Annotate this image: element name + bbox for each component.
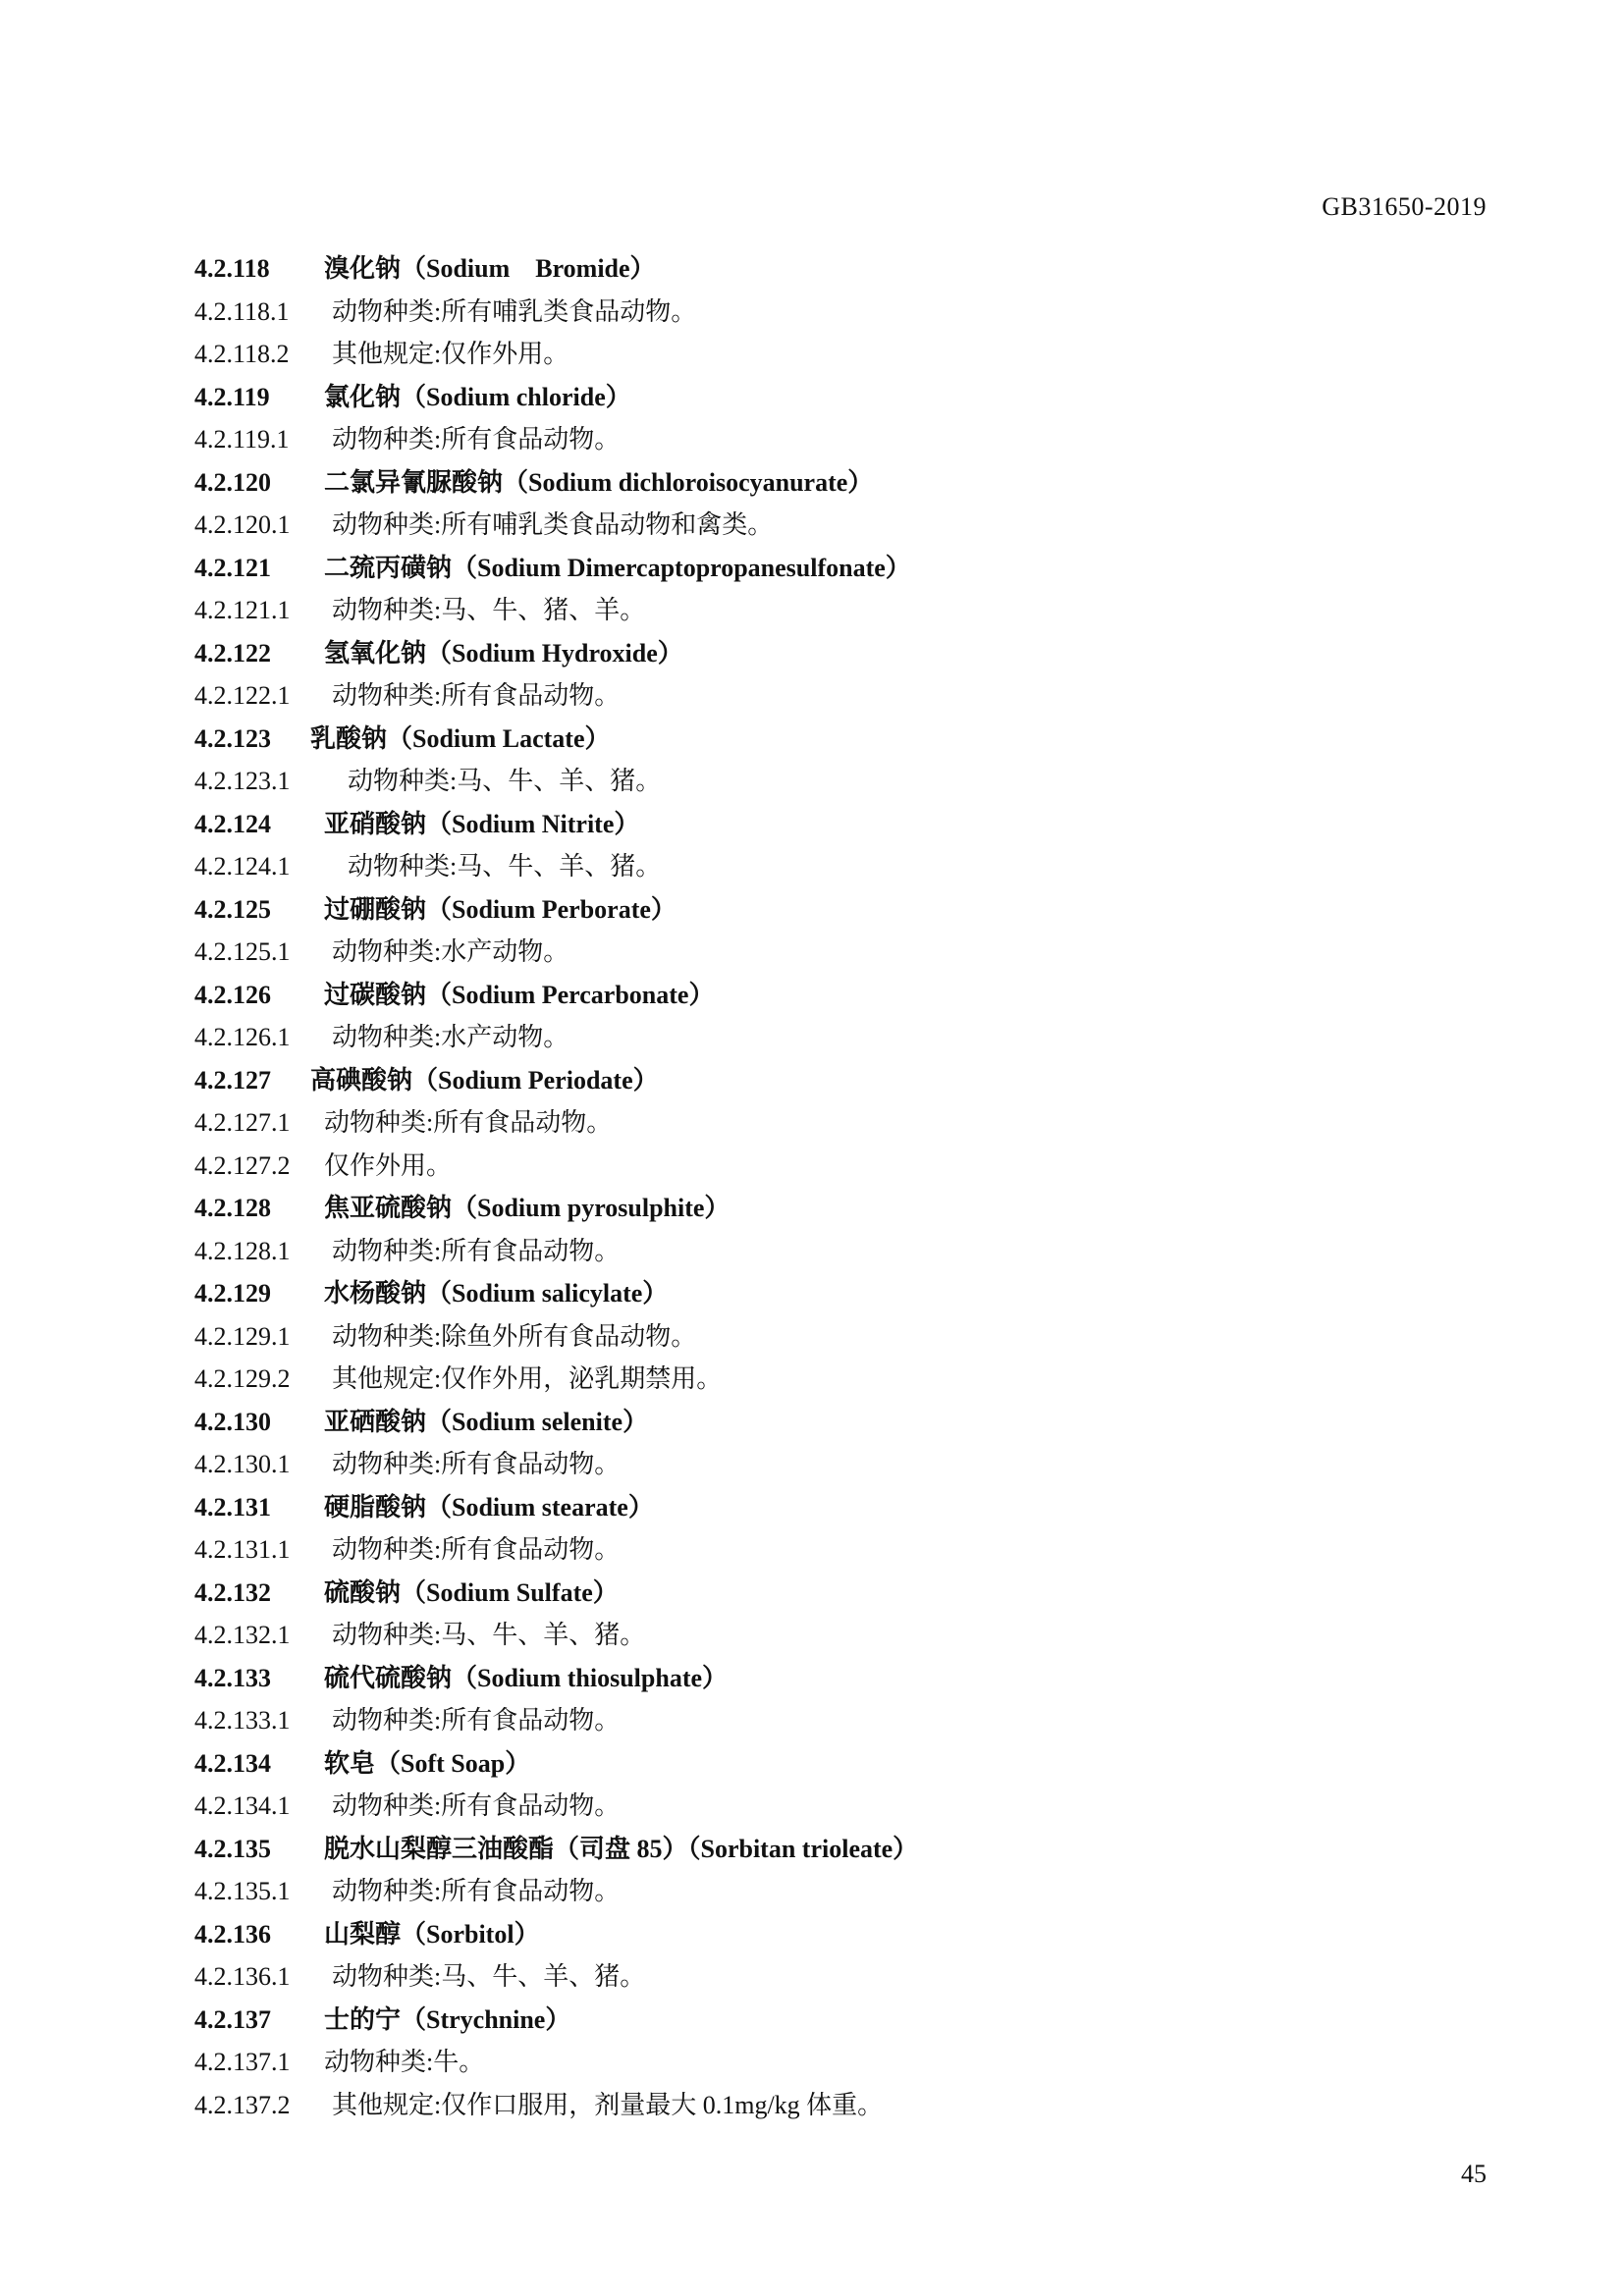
clause-number: 4.2.127.1 [194,1108,291,1137]
section-heading [194,1059,1471,1102]
clause [194,1230,1471,1273]
clause-text: 动物种类:除鱼外所有食品动物。 [332,1321,697,1351]
clause-text: 其他规定:仅作外用，泌乳期禁用。 [332,1364,723,1393]
clause-number: 4.2.137.2 [194,2090,291,2119]
clause [194,760,1471,803]
clause-text: 动物种类:所有食品动物。 [332,1791,621,1820]
section-number: 4.2.126 [194,980,271,1009]
clause-text: 动物种类:水产动物。 [332,1023,569,1051]
section-title: 溴化钠（Sodium Bromide） [324,254,656,283]
clause [194,931,1471,974]
section-number: 4.2.132 [194,1577,271,1607]
section-number: 4.2.123 [194,723,271,753]
section-heading [194,1999,1471,2042]
clause-text: 动物种类:马、牛、羊、猪。 [348,767,662,795]
section-title: 二巯丙磺钠（Sodium Dimercaptopropanesulfonate） [324,553,911,582]
section-title: 氢氧化钠（Sodium Hydroxide） [324,638,683,667]
clause [194,674,1471,718]
clause-number: 4.2.134.1 [194,1791,291,1820]
section-number: 4.2.124 [194,809,271,838]
section-title: 硫酸钠（Sodium Sulfate） [324,1577,619,1607]
clause-text: 动物种类:所有食品动物。 [332,1877,621,1905]
section-number: 4.2.133 [194,1663,271,1692]
clause [194,418,1471,461]
clause-text: 动物种类:所有食品动物。 [324,1108,613,1137]
section-number: 4.2.121 [194,553,271,582]
section-heading [194,632,1471,675]
clause-text: 动物种类:牛。 [324,2048,485,2076]
clause-number: 4.2.137.1 [194,2048,291,2076]
section-heading [194,1486,1471,1529]
section-number: 4.2.122 [194,638,271,667]
section-heading [194,247,1471,291]
section-number: 4.2.136 [194,1919,271,1949]
section-heading [194,461,1471,505]
clause-number: 4.2.122.1 [194,681,291,710]
clause [194,1699,1471,1742]
clause [194,504,1471,547]
section-title: 乳酸钠（Sodium Lactate） [310,723,611,753]
clause-number: 4.2.121.1 [194,596,291,624]
section-number: 4.2.131 [194,1492,271,1522]
section-heading [194,1657,1471,1700]
section-title: 亚硒酸钠（Sodium selenite） [324,1407,649,1436]
clause-number: 4.2.131.1 [194,1535,291,1564]
clause-number: 4.2.124.1 [194,852,291,881]
clause-number: 4.2.118.1 [194,296,290,326]
clause-number: 4.2.135.1 [194,1877,291,1905]
document-body [194,247,1471,2126]
clause-text: 动物种类:马、牛、猪、羊。 [332,596,646,624]
clause-number: 4.2.123.1 [194,767,291,795]
clause-text: 动物种类:所有食品动物。 [332,1236,621,1265]
clause-number: 4.2.128.1 [194,1236,291,1265]
clause [194,1528,1471,1572]
clause [194,1358,1471,1401]
clause [194,589,1471,632]
clause-number: 4.2.130.1 [194,1450,291,1478]
clause [194,2041,1471,2084]
section-number: 4.2.127 [194,1065,271,1095]
clause-text: 动物种类:马、牛、羊、猪。 [348,852,662,881]
clause-text: 动物种类:水产动物。 [332,937,569,966]
clause-number: 4.2.127.2 [194,1150,291,1180]
section-heading [194,1913,1471,1956]
section-title: 二氯异氰脲酸钠（Sodium dichloroisocyanurate） [324,467,874,497]
clause [194,291,1471,334]
clause-text: 仅作外用。 [324,1150,453,1180]
section-heading [194,974,1471,1017]
clause-text: 动物种类:马、牛、羊、猪。 [332,1621,646,1649]
section-heading [194,1272,1471,1315]
clause [194,1955,1471,1999]
clause-text: 其他规定:仅作口服用，剂量最大 0.1mg/kg 体重。 [332,2090,884,2119]
section-title: 过碳酸钠（Sodium Percarbonate） [324,980,715,1009]
clause [194,1785,1471,1828]
section-heading [194,547,1471,590]
clause-number: 4.2.119.1 [194,425,290,454]
clause [194,845,1471,888]
clause-text: 动物种类:所有食品动物。 [332,1535,621,1564]
section-title: 硬脂酸钠（Sodium stearate） [324,1492,654,1522]
section-title: 过硼酸钠（Sodium Perborate） [324,894,677,924]
section-number: 4.2.130 [194,1407,271,1436]
section-heading [194,1828,1471,1871]
section-heading [194,803,1471,846]
section-heading [194,1187,1471,1230]
clause [194,1870,1471,1913]
section-number: 4.2.120 [194,467,271,497]
clause-number: 4.2.129.1 [194,1321,291,1351]
clause-number: 4.2.132.1 [194,1621,291,1649]
section-heading [194,1401,1471,1444]
clause [194,1101,1471,1145]
section-heading [194,718,1471,761]
page-number: 45 [1461,2160,1487,2188]
clause [194,333,1471,376]
clause-number: 4.2.118.2 [194,340,290,368]
section-number: 4.2.129 [194,1279,271,1308]
section-number: 4.2.119 [194,382,270,411]
section-title: 水杨酸钠（Sodium salicylate） [324,1279,669,1308]
section-title: 软皂（Soft Soap） [324,1748,531,1778]
section-title: 硫代硫酸钠（Sodium thiosulphate） [324,1663,729,1692]
clause-number: 4.2.125.1 [194,937,291,966]
clause-number: 4.2.120.1 [194,510,291,539]
standard-code: GB31650-2019 [1322,192,1487,221]
section-heading [194,888,1471,932]
section-title: 士的宁（Strychnine） [324,2004,571,2034]
section-title: 山梨醇（Sorbitol） [324,1919,540,1949]
clause [194,1443,1471,1486]
clause-text: 动物种类:所有哺乳类食品动物和禽类。 [332,510,774,539]
section-heading [194,1572,1471,1615]
clause-number: 4.2.133.1 [194,1706,291,1735]
clause [194,1614,1471,1657]
clause-number: 4.2.136.1 [194,1962,291,1991]
section-number: 4.2.137 [194,2004,271,2034]
section-heading [194,376,1471,419]
clause [194,2084,1471,2127]
clause-number: 4.2.126.1 [194,1023,291,1051]
clause-text: 动物种类:马、牛、羊、猪。 [332,1962,646,1991]
section-title: 脱水山梨醇三油酸酯（司盘 85）（Sorbitan trioleate） [324,1834,919,1863]
section-title: 氯化钠（Sodium chloride） [324,382,631,411]
clause [194,1145,1471,1188]
section-number: 4.2.134 [194,1748,271,1778]
clause-text: 动物种类:所有食品动物。 [332,1450,621,1478]
section-title: 亚硝酸钠（Sodium Nitrite） [324,809,640,838]
section-title: 高碘酸钠（Sodium Periodate） [310,1065,659,1095]
clause-number: 4.2.129.2 [194,1364,291,1393]
section-number: 4.2.128 [194,1194,271,1222]
section-number: 4.2.118 [194,254,270,283]
section-heading [194,1742,1471,1786]
section-number: 4.2.125 [194,894,271,924]
clause-text: 动物种类:所有食品动物。 [332,425,621,454]
section-title: 焦亚硫酸钠（Sodium pyrosulphite） [324,1194,731,1222]
section-number: 4.2.135 [194,1834,271,1863]
clause-text: 动物种类:所有食品动物。 [332,681,621,710]
clause [194,1315,1471,1359]
clause-text: 动物种类:所有食品动物。 [332,1706,621,1735]
clause-text: 其他规定:仅作外用。 [332,340,569,368]
clause-text: 动物种类:所有哺乳类食品动物。 [332,296,697,326]
clause [194,1016,1471,1059]
